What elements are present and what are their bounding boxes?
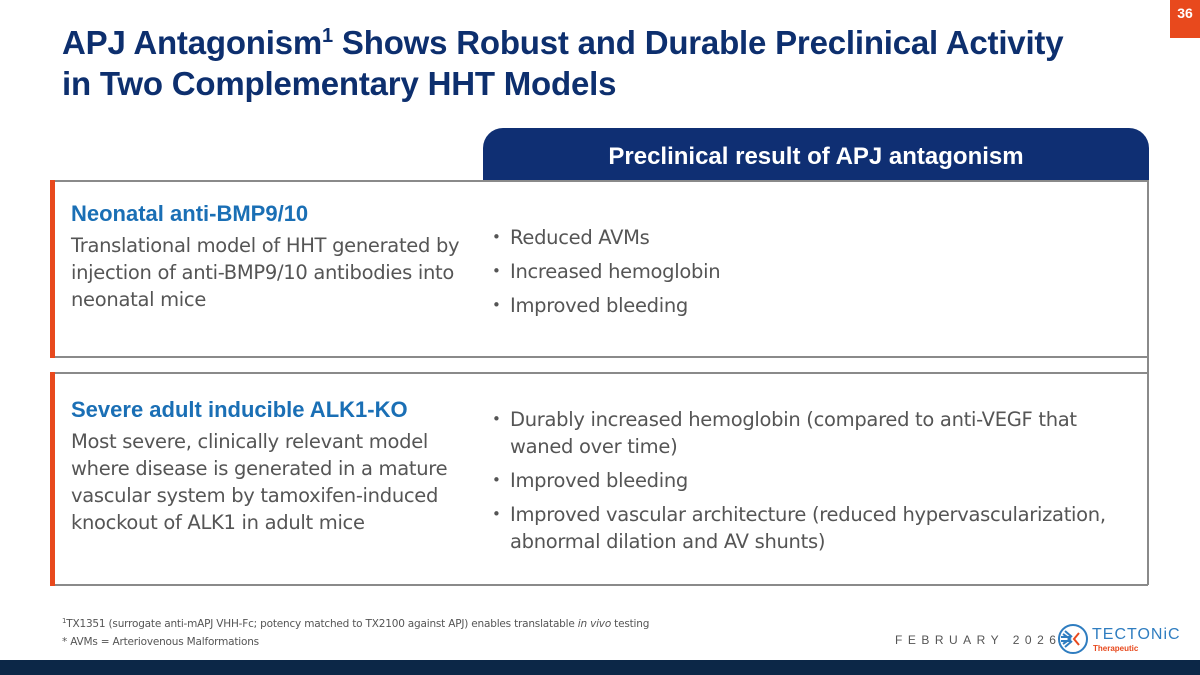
footnote-2: * AVMs = Arteriovenous Malformations xyxy=(62,636,259,648)
result-item: • Improved vascular architecture (reduced hypervascularization, abnormal dilation and AV shunts) xyxy=(490,501,1140,555)
model-info xyxy=(71,396,471,536)
presentation-date: FEBRUARY 2026 xyxy=(895,633,1062,647)
accent-bar xyxy=(50,372,55,586)
result-item: • Durably increased hemoglobin (compared to anti-VEGF that waned over time) xyxy=(490,406,1140,460)
footer-bar xyxy=(0,660,1200,675)
accent-bar xyxy=(50,180,55,358)
model-card-alk1-ko xyxy=(50,372,1148,586)
result-column-header: Preclinical result of APJ antagonism xyxy=(483,128,1149,182)
footnote-marker: 1 xyxy=(62,617,67,625)
result-item: • Improved bleeding xyxy=(490,292,1140,319)
title-footnote-marker: 1 xyxy=(322,25,333,47)
footnote-1 xyxy=(62,612,649,633)
model-description: Most severe, clinically relevant model where disease is generated in a mature vascular system by tamoxifen-induced knockout of ALK1 in adult mice xyxy=(71,430,448,534)
company-logo xyxy=(1057,623,1187,659)
footnote-italic: in vivo xyxy=(577,618,612,630)
footnote-text: TX1351 (surrogate anti-mAPJ VHH-Fc; potency matched to TX2100 against APJ) enables translatable xyxy=(66,618,578,630)
table-right-border xyxy=(1147,180,1149,585)
logo-subtitle: Therapeutic xyxy=(1093,644,1139,653)
logo-wordmark: TECTONiC xyxy=(1092,626,1181,643)
slide-title xyxy=(62,22,1162,104)
page-number-badge: 36 xyxy=(1170,0,1200,38)
results-list xyxy=(490,224,1140,326)
results-list xyxy=(490,406,1140,562)
result-item: • Increased hemoglobin xyxy=(490,258,1140,285)
model-title: Severe adult inducible ALK1-KO xyxy=(71,397,408,422)
model-description: Translational model of HHT generated by injection of anti-BMP9/10 antibodies into neonatal mice xyxy=(71,234,460,311)
result-item: • Reduced AVMs xyxy=(490,224,1140,251)
tectonic-logo-icon xyxy=(1057,623,1089,655)
model-title: Neonatal anti-BMP9/10 xyxy=(71,201,309,226)
model-info xyxy=(71,200,471,313)
title-line-2: in Two Complementary HHT Models xyxy=(62,65,617,102)
title-text: APJ Antagonism xyxy=(62,24,323,61)
model-card-neonatal xyxy=(50,180,1148,358)
footnote-text-end: testing xyxy=(611,618,650,630)
result-item: • Improved bleeding xyxy=(490,467,1140,494)
footnotes xyxy=(62,612,649,651)
title-text-cont: Shows Robust and Durable Preclinical Activity xyxy=(332,24,1064,61)
